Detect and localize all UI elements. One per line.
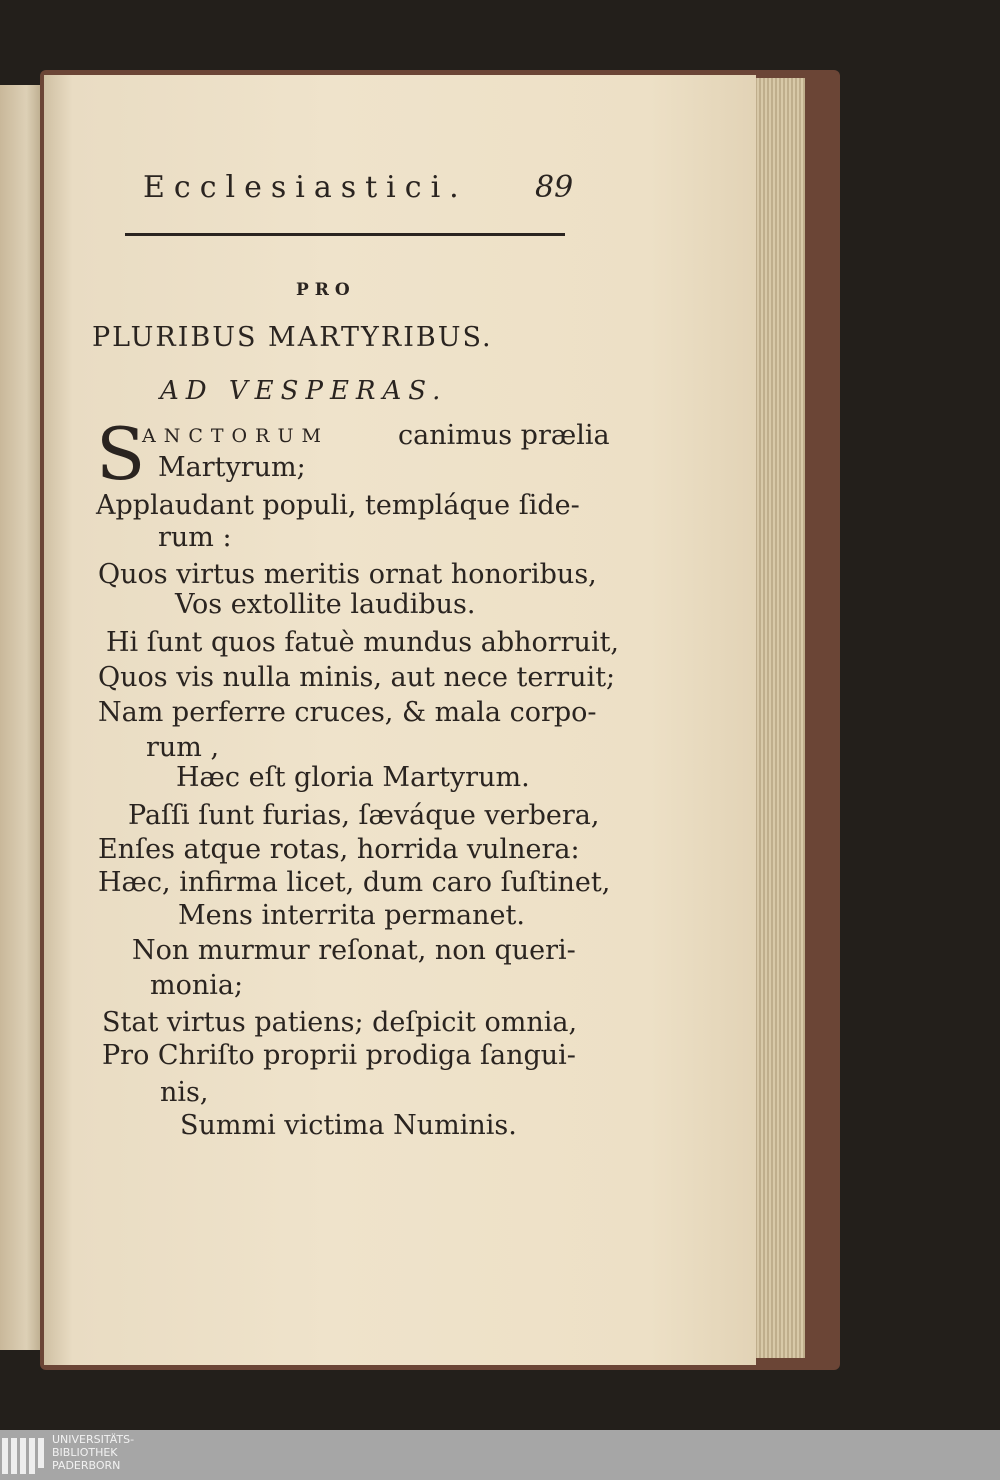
verse-line: Pro Chriſto proprii prodiga ſangui- [102, 1040, 576, 1071]
page-number: 89 [535, 170, 574, 205]
left-page-edge [0, 85, 44, 1350]
running-title: Ecclesiastici. [143, 170, 468, 205]
verse-line: Summi victima Numinis. [180, 1110, 517, 1141]
verse-line: monia; [150, 970, 244, 1001]
verse-line: Stat virtus patiens; deſpicit omnia, [102, 1007, 578, 1038]
first-word: ANCTORUM [142, 425, 329, 447]
logo-line: BIBLIOTHEK [52, 1446, 118, 1459]
verse-line: Hi ſunt quos fatuè mundus abhorruit, [106, 627, 620, 658]
verse-line: Martyrum; [158, 452, 306, 483]
verse-line: Mens interrita permanet. [178, 900, 525, 931]
verse-line: Quos virtus meritis ornat honoribus, [98, 559, 597, 590]
verse-line: canimus prælia [398, 420, 610, 451]
library-footer [0, 1430, 1000, 1480]
verse-line: rum : [158, 522, 232, 553]
verse-line: Vos extollite laudibus. [175, 589, 476, 620]
library-logo-icon [2, 1438, 47, 1474]
verse-line: rum , [146, 732, 220, 763]
logo-line: PADERBORN [52, 1459, 121, 1472]
verse-line: Nam perferre cruces, & mala corpo- [98, 697, 597, 728]
verse-line: Enſes atque rotas, horrida vulnera: [98, 834, 580, 865]
verse-line: Quos vis nulla minis, aut nece terruit; [98, 662, 616, 693]
verse-line: nis, [160, 1077, 209, 1108]
verse-line: Applaudant populi, templáque ſide- [96, 490, 580, 521]
verse-line: Paſſi ſunt furias, ſæváque verbera, [128, 800, 600, 831]
library-logo-text [52, 1433, 134, 1472]
heading-title: PLURIBUS MARTYRIBUS. [92, 322, 493, 353]
verse-line: Hæc eſt gloria Martyrum. [176, 762, 530, 793]
heading-subtitle: AD VESPERAS. [160, 376, 448, 406]
header-rule [125, 233, 565, 236]
verse-line: Hæc, infirma licet, dum caro ſuſtinet, [98, 867, 611, 898]
heading-pre: PRO [296, 280, 356, 300]
logo-line: UNIVERSITÄTS- [52, 1433, 135, 1446]
verse-line: Non murmur reſonat, non queri- [132, 935, 576, 966]
drop-cap: S [96, 412, 146, 496]
